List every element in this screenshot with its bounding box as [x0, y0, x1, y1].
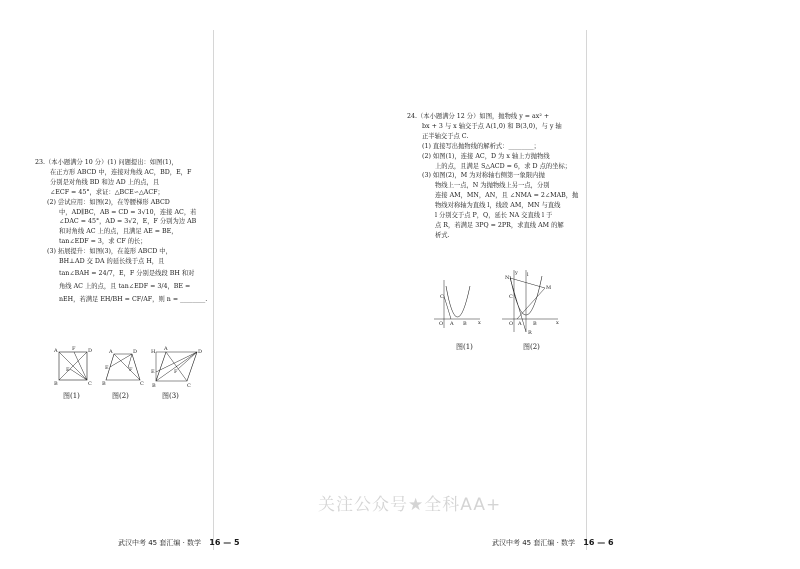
fig-label: B [533, 321, 537, 327]
fig-label: A [518, 321, 522, 327]
q23-line: nEH，若满足 EH/BH = CF/AF，则 n = ________. [59, 295, 208, 303]
fig-label: A [164, 346, 168, 352]
q24-line: 上的点，且满足 S△ACD = 6，求 D 点的坐标； [435, 162, 572, 170]
q24-line: 24.（本小题满分 12 分）如图，抛物线 y = ax² + [407, 113, 550, 120]
fig-label: F [174, 369, 178, 375]
q23-line: 中，AD∥BC，AB = CD = 3√10，连接 AC，若 [59, 208, 197, 216]
fig-label: C [140, 381, 144, 387]
fig-label: x [556, 320, 559, 326]
q24-line: (1) 直接写出抛物线的解析式：________； [422, 142, 540, 150]
q23-line: ∠ECF = 45°，求证：△BCE∽△ACF； [50, 188, 164, 196]
fig-label: C [509, 294, 513, 300]
q24-line: 连接 AM，MN，AN，且 ∠NMA = 2∠MAB，抛 [435, 192, 579, 200]
q24-line: (2) 如图(1)，连接 AC，D 为 x 轴上方抛物线 [422, 152, 550, 160]
q24-figure-2 [502, 270, 559, 336]
q23-line: BH⊥AD 交 DA 的延长线于点 H，且 [59, 258, 165, 266]
q23-caption-1: 图(1) [63, 392, 80, 400]
fig-label: A [109, 349, 113, 355]
fold-line-right [586, 30, 587, 550]
fig-label: F [129, 367, 133, 373]
footer-right [492, 538, 614, 548]
q24-figures [430, 268, 570, 348]
fig-label: B [102, 381, 106, 387]
fig-label: E [66, 367, 70, 373]
footer-page-number: 16 — 6 [583, 538, 614, 547]
q24-caption-2: 图(2) [523, 343, 540, 351]
fold-line-left [213, 30, 214, 550]
fig-label: D [198, 349, 203, 355]
footer-page-number: 16 — 5 [209, 538, 240, 547]
q24-line: l 分别交于点 P，Q，延长 NA 交直线 l 于 [435, 212, 553, 220]
q23-line: (3) 拓展提升：如图(3)，在菱形 ABCD 中， [47, 248, 172, 256]
fig-label: O [509, 321, 514, 327]
fig-label: D [133, 349, 138, 355]
q23-caption-2: 图(2) [112, 392, 129, 400]
fig-label: B [54, 381, 58, 387]
question-23 [35, 158, 207, 306]
q23-caption-3: 图(3) [162, 392, 179, 400]
fig-label: H [151, 349, 156, 355]
footer-left [118, 538, 240, 548]
q24-line: bx + 3 与 x 轴交于点 A(1,0) 和 B(3,0)，与 y 轴 [422, 122, 562, 130]
q24-line: 物线上一点，N 为抛物线上另一点，分别 [435, 182, 550, 190]
question-24 [407, 112, 578, 241]
footer-title: 武汉中考 45 套汇编 · 数学 [118, 539, 202, 547]
fig-label: A [450, 321, 454, 327]
fig-label: x [478, 320, 481, 326]
q23-line: (2) 尝试应用：如图(2)，在等腰梯形 ABCD [47, 198, 170, 206]
q23-figure-2 [102, 349, 144, 387]
fig-label: M [546, 285, 552, 291]
q23-line: tan∠EDF = 3，求 CF 的长； [59, 238, 147, 246]
q24-line: 物线对称轴为直线 l，线段 AM，MN 与直线 [435, 202, 561, 210]
q23-figures [52, 344, 212, 394]
fig-label: R [528, 330, 532, 336]
q23-line: 和对角线 AC 上的点，且满足 AE = BE， [59, 228, 178, 236]
fig-label: C [187, 383, 191, 389]
q23-line: 在正方形 ABCD 中，连接对角线 AC，BD，E，F [50, 168, 192, 176]
q23-line: 分别是对角线 BD 和边 AD 上的点，且 [50, 178, 160, 186]
fig-label: l [527, 272, 529, 278]
q23-line: ∠DAC = 45°，AD = 3√2，E，F 分别为边 AB [59, 218, 197, 226]
fig-label: E [105, 365, 109, 371]
q24-line: 点 R，若满足 3PQ = 2PR，求直线 AM 的解 [435, 221, 564, 229]
q23-line: tan∠BAH = 24/7，E，F 分别是线段 BH 和对 [59, 269, 195, 277]
fig-label: D [88, 348, 93, 354]
fig-label: A [54, 348, 58, 354]
q24-line: 析式. [435, 231, 450, 239]
fig-label: O [439, 321, 444, 327]
fig-label: y [515, 270, 518, 276]
q23-figure-3 [151, 346, 202, 389]
fig-label: F [72, 346, 76, 352]
fig-label: B [463, 321, 467, 327]
q24-figure-1 [434, 280, 481, 328]
footer-title: 武汉中考 45 套汇编 · 数学 [492, 539, 576, 547]
fig-label: C [440, 294, 444, 300]
q23-line: 角线 AC 上的点，且 tan∠EDF = 3/4，BE = [59, 282, 191, 290]
watermark: 关注公众号★全科AA+ [318, 495, 502, 515]
fig-label: C [88, 381, 92, 387]
q24-caption-1: 图(1) [456, 343, 473, 351]
q23-figure-1 [53, 346, 92, 387]
fig-label: B [152, 383, 156, 389]
fig-label: N [505, 275, 510, 281]
q24-line: (3) 如图(2)，M 为对称轴右侧第一象限内抛 [422, 172, 545, 180]
q23-line: 23.（本小题满分 10 分）(1) 问题提出：如图(1)， [35, 159, 178, 166]
q24-line: 正半轴交于点 C. [422, 132, 469, 140]
fig-label: E [151, 369, 155, 375]
